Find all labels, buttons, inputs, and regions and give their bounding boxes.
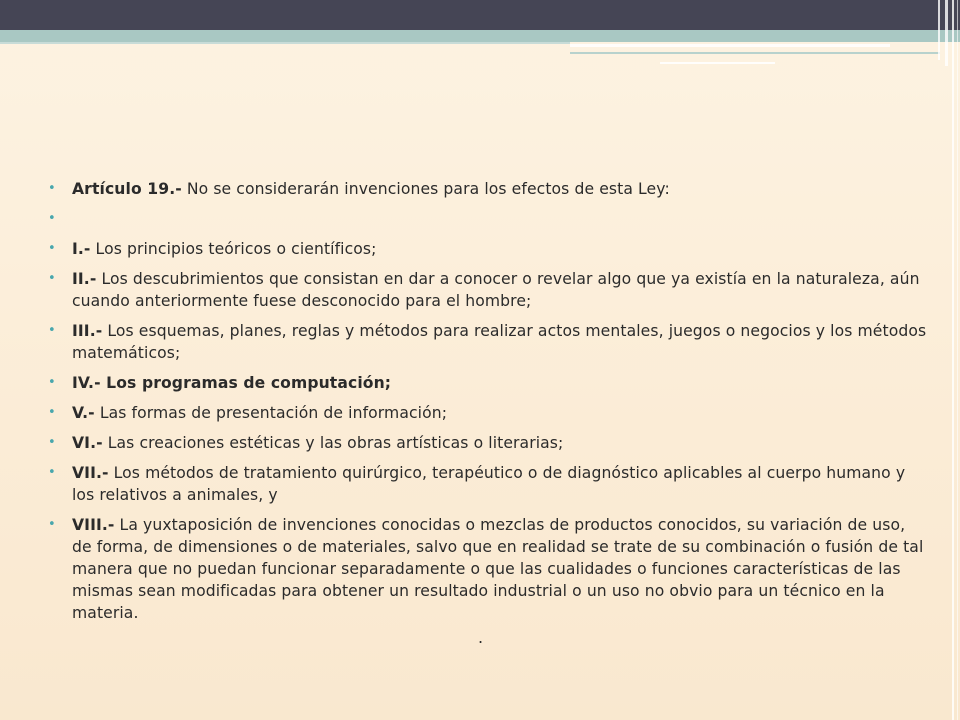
- list-item: [48, 402, 928, 424]
- item-text: No se considerarán invenciones para los efectos de esta Ley:: [181, 180, 670, 198]
- bullet-icon: •: [48, 435, 56, 450]
- side-stripe: [952, 0, 954, 720]
- accent-line: [570, 44, 890, 47]
- item-text: La yuxtaposición de invenciones conocidas o mezclas de productos conocidos, su variación de uso, de forma, de dimensiones o de materiales, salvo que en realidad se trate de su combinación o fusión de tal manera que no puedan funcionar separadamente o que las cualidades o funciones características de las mismas sean modificadas para obtener un resultado industrial o un uso no obvio para un técnico en la materia.: [72, 516, 924, 622]
- item-text: Las creaciones estéticas y las obras artísticas o literarias;: [102, 434, 564, 452]
- list-item: [48, 372, 928, 394]
- item-text: Los métodos de tratamiento quirúrgico, terapéutico o de diagnóstico aplicables al cuerpo humano y los relativos a animales, y: [72, 464, 906, 504]
- divider-line: [0, 42, 570, 44]
- list-item: [48, 268, 928, 312]
- item-lead: VII.-: [72, 464, 109, 482]
- bullet-icon: •: [48, 211, 56, 226]
- list-item: [48, 208, 928, 230]
- side-stripe: [945, 0, 948, 66]
- side-stripes: [932, 0, 960, 720]
- teal-band: [0, 30, 960, 42]
- item-text: Los descubrimientos que consistan en dar a conocer o revelar algo que ya existía en la naturaleza, aún cuando anteriormente fuese desconocido para el hombre;: [72, 270, 920, 310]
- top-bar: [0, 0, 960, 30]
- item-lead: V.-: [72, 404, 95, 422]
- item-text: Los esquemas, planes, reglas y métodos para realizar actos mentales, juegos o negocios y los métodos matemáticos;: [72, 322, 927, 362]
- item-lead: II.-: [72, 270, 97, 288]
- bullet-icon: •: [48, 517, 56, 532]
- bullet-icon: •: [48, 323, 56, 338]
- accent-line: [660, 62, 775, 64]
- article-list: [48, 178, 928, 624]
- item-lead: IV.- Los programas de computación;: [72, 374, 392, 392]
- item-lead: III.-: [72, 322, 103, 340]
- item-lead: Artículo 19.-: [72, 180, 182, 198]
- bullet-icon: •: [48, 405, 56, 420]
- slide-body: [48, 178, 928, 632]
- bullet-icon: •: [48, 465, 56, 480]
- bullet-icon: •: [48, 241, 56, 256]
- bullet-icon: •: [48, 375, 56, 390]
- bullet-icon: •: [48, 271, 56, 286]
- item-lead: I.-: [72, 240, 91, 258]
- trailing-mark: .: [478, 628, 484, 647]
- list-item: [48, 462, 928, 506]
- bullet-icon: •: [48, 181, 56, 196]
- item-lead: VI.-: [72, 434, 103, 452]
- item-text: Los principios teóricos o científicos;: [90, 240, 377, 258]
- item-lead: VIII.-: [72, 516, 115, 534]
- side-stripe: [938, 0, 940, 60]
- list-item: [48, 320, 928, 364]
- list-item: [48, 432, 928, 454]
- item-text: Las formas de presentación de información;: [94, 404, 448, 422]
- list-item: [48, 238, 928, 260]
- side-stripe: [957, 0, 958, 720]
- accent-line: [570, 52, 940, 54]
- list-item: [48, 178, 928, 200]
- list-item: [48, 514, 928, 624]
